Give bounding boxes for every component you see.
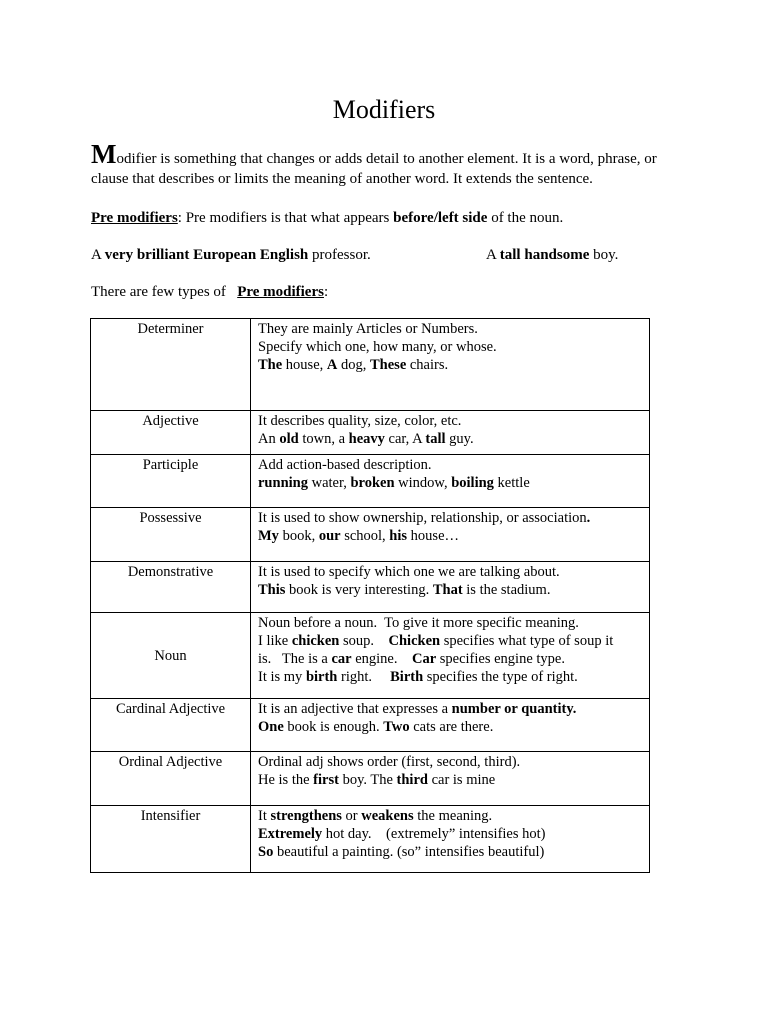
description-line [258,563,645,581]
drop-cap: M [91,139,117,169]
modifier-type-cell: Adjective [91,411,251,455]
description-line [258,527,645,545]
example-emphasis: very brilliant European English [104,247,309,263]
plain-text: Ordinal adj shows order (first, second, third). [258,754,521,770]
emphasis-text: third [396,772,428,788]
description-line [258,700,645,718]
emphasis-text: his [389,528,408,544]
emphasis-text: One [258,719,284,735]
description-line [258,771,645,789]
modifier-type-cell: Demonstrative [91,562,251,613]
plain-text: It is used to specify which one we are talking about. [258,564,560,580]
description-line [258,650,645,668]
plain-text: It is an adjective that expresses a [258,701,452,717]
description-line [258,632,645,650]
table-row [91,752,650,806]
plain-text: specifies what type of soup it [440,633,614,649]
example-text-end: professor. [308,247,371,263]
description-line [258,320,645,338]
plain-text: town, a [298,431,349,447]
plain-text: He is the [258,772,314,788]
description-line [258,356,645,374]
modifier-type-cell: Noun [91,613,251,699]
description-line [258,718,645,736]
plain-text: engine. [351,651,412,667]
emphasis-text: tall [425,431,446,447]
plain-text: book is very interesting. [285,582,433,598]
description-line [258,614,645,632]
plain-text: right. [337,669,391,685]
description-line [258,430,645,448]
modifier-type-cell: Possessive [91,508,251,562]
plain-text: is the stadium. [462,582,551,598]
emphasis-text: Birth [390,669,424,685]
modifier-description-cell [251,752,650,806]
emphasis-text: our [318,528,341,544]
emphasis-text: chicken [291,633,340,649]
table-row [91,613,650,699]
plain-text: Specify which one, how many, or whose. [258,339,497,355]
emphasis-text: heavy [348,431,385,447]
plain-text: I like [258,633,292,649]
plain-text: car is mine [427,772,496,788]
plain-text: dog, [337,357,370,373]
plain-text: soup. [339,633,389,649]
description-line [258,509,645,527]
types-intro-colon: : [323,284,329,300]
plain-text: house, [282,357,327,373]
table-row [91,319,650,411]
example-text: A [486,247,500,263]
pre-modifiers-definition [91,208,691,228]
emphasis-text: So [258,844,274,860]
intro-text: odifier is something that changes or adds detail to another element. It is a word, phrase, or clause that describes or limits the meaning of another word. It extends the sentence. [91,151,657,187]
example-text-end: boy. [589,247,619,263]
description-line [258,843,645,861]
plain-text: guy. [445,431,474,447]
types-intro-text: There are few types of [91,284,238,300]
table-row [91,455,650,508]
description-line [258,753,645,771]
description-line [258,338,645,356]
modifier-description-cell [251,411,650,455]
plain-text: car, A [384,431,426,447]
plain-text: hot day. (extremely” intensifies hot) [322,826,546,842]
plain-text: cats are there. [409,719,494,735]
plain-text: water, [307,475,351,491]
emphasis-text: running [258,475,308,491]
table-row [91,508,650,562]
modifier-description-cell [251,806,650,873]
example-emphasis: tall handsome [499,247,590,263]
emphasis-text: old [279,431,299,447]
modifier-types-table [90,318,650,873]
types-intro-term: Pre modifiers [237,284,324,300]
example-text: A [91,247,105,263]
modifier-type-cell: Ordinal Adjective [91,752,251,806]
plain-text: specifies engine type. [436,651,565,667]
description-line [258,474,645,492]
plain-text: boy. The [338,772,397,788]
emphasis-text: number or quantity. [451,701,577,717]
emphasis-text: first [313,772,339,788]
description-line [258,807,645,825]
emphasis-text: broken [350,475,395,491]
emphasis-text: Two [383,719,410,735]
emphasis-text: These [370,357,407,373]
emphasis-text: That [432,582,463,598]
modifier-type-cell: Intensifier [91,806,251,873]
emphasis-text: boiling [451,475,494,491]
plain-text: is. The is a [258,651,332,667]
description-line [258,412,645,430]
page-title: Modifiers [332,95,436,124]
modifier-description-cell [251,699,650,752]
description-line [258,668,645,686]
emphasis-text: weakens [361,808,414,824]
plain-text: book, [278,528,319,544]
table-row [91,806,650,873]
modifier-type-cell: Cardinal Adjective [91,699,251,752]
description-line [258,825,645,843]
modifier-description-cell [251,508,650,562]
plain-text: It is used to show ownership, relationship, or association [258,510,587,526]
plain-text: or [341,808,362,824]
plain-text: It is my [258,669,306,685]
types-intro [91,282,328,302]
example-sentence-left [91,245,371,265]
plain-text: It [258,808,271,824]
emphasis-text: . [586,510,591,526]
definition-text: : Pre modifiers is that what appears [177,210,394,226]
emphasis-text: Car [411,651,437,667]
modifier-type-cell: Determiner [91,319,251,411]
modifier-description-cell [251,319,650,411]
emphasis-text: Extremely [258,826,323,842]
plain-text: Add action-based description. [258,457,432,473]
modifier-description-cell [251,613,650,699]
plain-text: beautiful a painting. (so” intensifies beautiful) [273,844,545,860]
definition-text-end: of the noun. [487,210,564,226]
emphasis-text: car [331,651,352,667]
modifier-description-cell [251,562,650,613]
example-sentence-right [486,245,618,265]
plain-text: An [258,431,280,447]
intro-paragraph [91,139,681,189]
plain-text: window, [394,475,452,491]
table-row [91,411,650,455]
emphasis-text: My [258,528,279,544]
emphasis-text: A [326,357,338,373]
table-row [91,562,650,613]
emphasis-text: Chicken [388,633,441,649]
plain-text: book is enough. [283,719,384,735]
emphasis-text: The [258,357,283,373]
emphasis-text: strengthens [270,808,342,824]
modifier-description-cell [251,455,650,508]
emphasis-text: This [258,582,286,598]
definition-emphasis: before/left side [393,210,488,226]
modifier-type-cell: Participle [91,455,251,508]
description-line [258,581,645,599]
table-row [91,699,650,752]
plain-text: house… [407,528,460,544]
plain-text: the meaning. [413,808,493,824]
plain-text: kettle [493,475,530,491]
description-line [258,456,645,474]
plain-text: specifies the type of right. [423,669,578,685]
plain-text: It describes quality, size, color, etc. [258,413,462,429]
emphasis-text: birth [305,669,338,685]
plain-text: chairs. [406,357,449,373]
plain-text: school, [340,528,390,544]
plain-text: Noun before a noun. To give it more specific meaning. [258,615,579,631]
plain-text: They are mainly Articles or Numbers. [258,321,478,337]
pre-modifiers-term: Pre modifiers [91,210,178,226]
